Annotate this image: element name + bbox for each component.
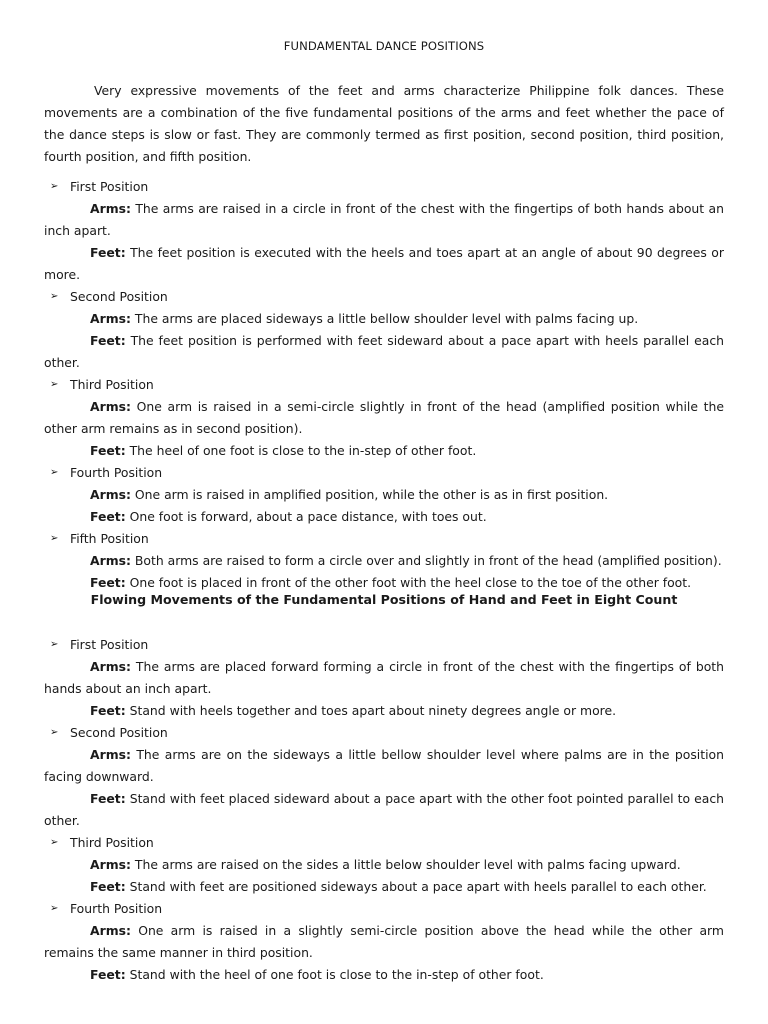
arrow-bullet-icon: ➢: [50, 903, 59, 914]
arms-description: [44, 656, 724, 700]
arms-text: The arms are raised in a circle in front of the chest with the fingertips of both hands about an inch apart.: [44, 201, 724, 238]
arrow-bullet-icon: ➢: [50, 533, 59, 544]
feet-description: [44, 700, 724, 722]
arms-label: Arms:: [90, 747, 131, 762]
list-item: [44, 898, 724, 986]
feet-description: [44, 440, 724, 462]
feet-text: Stand with feet placed sideward about a pace apart with the other foot pointed parallel to each other.: [44, 791, 724, 828]
list-item: [44, 374, 724, 462]
feet-text: The feet position is performed with feet sideward about a pace apart with heels parallel each other.: [44, 333, 724, 370]
arms-description: [44, 920, 724, 964]
position-heading: Third Position: [70, 835, 154, 850]
feet-label: Feet:: [90, 575, 126, 590]
arms-label: Arms:: [90, 201, 131, 216]
arms-description: [44, 308, 724, 330]
arms-label: Arms:: [90, 399, 131, 414]
arms-text: The arms are raised on the sides a little below shoulder level with palms facing upward.: [134, 857, 681, 872]
list-item: [44, 634, 724, 722]
arms-description: [44, 396, 724, 440]
feet-text: Stand with the heel of one foot is close to the in-step of other foot.: [129, 967, 544, 982]
feet-description: [44, 330, 724, 374]
feet-label: Feet:: [90, 245, 126, 260]
arrow-bullet-icon: ➢: [50, 379, 59, 390]
arms-description: [44, 744, 724, 788]
arms-description: [44, 550, 724, 572]
fundamental-positions-list: [44, 176, 724, 594]
section-subtitle: Flowing Movements of the Fundamental Positions of Hand and Feet in Eight Count: [90, 592, 678, 607]
arrow-bullet-icon: ➢: [50, 837, 59, 848]
feet-description: [44, 964, 724, 986]
feet-text: The feet position is executed with the heels and toes apart at an angle of about 90 degrees or more.: [44, 245, 724, 282]
feet-text: Stand with heels together and toes apart about ninety degrees angle or more.: [129, 703, 617, 718]
feet-label: Feet:: [90, 333, 126, 348]
position-heading: Fourth Position: [70, 901, 163, 916]
position-heading: Fifth Position: [70, 531, 149, 546]
arms-label: Arms:: [90, 311, 131, 326]
intro-paragraph: Very expressive movements of the feet and arms characterize Philippine folk dances. These movements are a combination of the five fundamental positions of the arms and feet whether the pace of the dance steps is slow or fast. They are commonly termed as first position, second position, third position, fourth position, and fifth position.: [44, 83, 724, 164]
feet-label: Feet:: [90, 791, 126, 806]
arms-text: Both arms are raised to form a circle over and slightly in front of the head (amplified position).: [134, 553, 722, 568]
arms-description: [44, 854, 724, 876]
list-item: [44, 528, 724, 594]
feet-label: Feet:: [90, 879, 126, 894]
arrow-bullet-icon: ➢: [50, 291, 59, 302]
arms-text: One arm is raised in amplified position, while the other is as in first position.: [134, 487, 609, 502]
arms-text: The arms are placed sideways a little bellow shoulder level with palms facing up.: [134, 311, 639, 326]
feet-text: Stand with feet are positioned sideways about a pace apart with heels parallel to each other.: [129, 879, 707, 894]
arms-label: Arms:: [90, 487, 131, 502]
feet-label: Feet:: [90, 967, 126, 982]
arms-text: One arm is raised in a slightly semi-circle position above the head while the other arm remains the same manner in third position.: [44, 923, 724, 960]
list-item: [44, 722, 724, 832]
feet-label: Feet:: [90, 509, 126, 524]
arms-text: One arm is raised in a semi-circle slightly in front of the head (amplified position while the other arm remains as in second position).: [44, 399, 724, 436]
arms-description: [44, 484, 724, 506]
arrow-bullet-icon: ➢: [50, 467, 59, 478]
arrow-bullet-icon: ➢: [50, 181, 59, 192]
arms-label: Arms:: [90, 553, 131, 568]
position-heading: First Position: [70, 637, 149, 652]
list-item: [44, 462, 724, 528]
page-title: FUNDAMENTAL DANCE POSITIONS: [283, 39, 485, 53]
arms-label: Arms:: [90, 923, 131, 938]
feet-description: [44, 788, 724, 832]
feet-description: [44, 242, 724, 286]
position-heading: Second Position: [70, 725, 168, 740]
list-item: [44, 176, 724, 286]
arrow-bullet-icon: ➢: [50, 727, 59, 738]
feet-text: One foot is forward, about a pace distance, with toes out.: [129, 509, 487, 524]
flowing-movements-list: [44, 634, 724, 986]
feet-description: [44, 506, 724, 528]
feet-text: The heel of one foot is close to the in-step of other foot.: [129, 443, 477, 458]
arms-text: The arms are on the sideways a little bellow shoulder level where palms are in the position facing downward.: [44, 747, 724, 784]
position-heading: Fourth Position: [70, 465, 163, 480]
list-item: [44, 286, 724, 374]
position-heading: Third Position: [70, 377, 154, 392]
feet-description: [44, 876, 724, 898]
arms-label: Arms:: [90, 857, 131, 872]
arms-text: The arms are placed forward forming a circle in front of the chest with the fingertips of both hands about an inch apart.: [44, 659, 724, 696]
position-heading: First Position: [70, 179, 149, 194]
feet-label: Feet:: [90, 443, 126, 458]
arrow-bullet-icon: ➢: [50, 639, 59, 650]
feet-label: Feet:: [90, 703, 126, 718]
position-heading: Second Position: [70, 289, 168, 304]
arms-description: [44, 198, 724, 242]
arms-label: Arms:: [90, 659, 131, 674]
feet-text: One foot is placed in front of the other foot with the heel close to the toe of the other foot.: [129, 575, 692, 590]
list-item: [44, 832, 724, 898]
